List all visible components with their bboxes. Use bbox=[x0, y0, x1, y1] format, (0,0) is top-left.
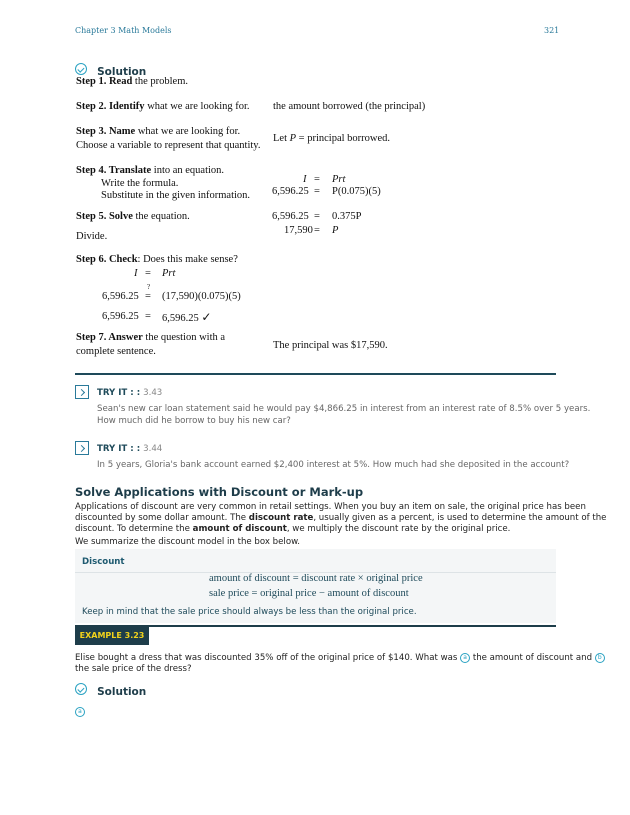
step-3-text: what we are looking for. bbox=[135, 126, 241, 137]
step-7-answer: The principal was $17,590. bbox=[273, 340, 388, 351]
marker-a-icon: a bbox=[460, 653, 470, 663]
marker-b-icon: b bbox=[595, 653, 605, 663]
step-6-text: : Does this make sense? bbox=[137, 254, 238, 265]
example-tag: EXAMPLE 3.23 bbox=[75, 627, 149, 645]
paragraph-text: discounted by some dollar amount. The bbox=[75, 513, 249, 523]
try-it-text: Sean's new car loan statement said he would pay $4,866.25 in interest from an interest rate of 8.5% over 5 years. bbox=[97, 404, 591, 414]
step-3-result-post: = principal borrowed. bbox=[296, 133, 391, 144]
eq-op: = bbox=[314, 174, 320, 185]
try-it-number: 3.43 bbox=[143, 388, 163, 398]
formula-sale-price: sale price = original price − amount of discount bbox=[209, 588, 409, 599]
eq-op: = bbox=[314, 225, 320, 236]
paragraph-line: Applications of discount are very common in retail settings. When you buy an item on sale, the original price has been bbox=[75, 502, 586, 512]
check-circle-icon bbox=[75, 63, 87, 75]
solution-title: Solution bbox=[97, 66, 147, 78]
expand-chevron-icon[interactable] bbox=[75, 441, 89, 455]
example-question-line2: the sale price of the dress? bbox=[75, 664, 192, 674]
step-2-result: the amount borrowed (the principal) bbox=[273, 101, 426, 112]
section-title: Solve Applications with Discount or Mark-up bbox=[75, 485, 364, 499]
step-1-label: Step 1. Read bbox=[76, 76, 133, 87]
solution-title: Solution bbox=[97, 686, 147, 698]
try-it-text: In 5 years, Gloria's bank account earned $2,400 interest at 5%. How much had she deposited in the account? bbox=[97, 460, 570, 470]
eq-value: 6,596.25 bbox=[102, 291, 139, 302]
step-4 bbox=[76, 164, 224, 178]
question-mark: ? bbox=[147, 283, 151, 291]
eq-check-value: 6,596.25 bbox=[162, 313, 199, 324]
step-4-label: Step 4. Translate bbox=[76, 165, 152, 176]
example-solution-heading bbox=[75, 680, 146, 699]
step-2-text: what we are looking for. bbox=[144, 101, 250, 112]
eq-value: 6,596.25 bbox=[272, 186, 309, 197]
try-it-label bbox=[97, 388, 162, 398]
paragraph-text: discount. To determine the bbox=[75, 524, 193, 534]
chapter-header: Chapter 3 Math Models bbox=[75, 26, 172, 35]
eq-value: 17,590 bbox=[284, 225, 313, 236]
step-2 bbox=[76, 100, 250, 114]
step-2-label: Step 2. Identify bbox=[76, 101, 145, 112]
paragraph-line bbox=[75, 513, 606, 524]
eq-i: I bbox=[303, 174, 307, 185]
step-6-label: Step 6. Check bbox=[76, 254, 138, 265]
step-4-text: into an equation. bbox=[151, 165, 225, 176]
eq-check-product: (17,590)(0.075)(5) bbox=[162, 291, 241, 302]
eq-op: = bbox=[314, 186, 320, 197]
eq-check-result bbox=[162, 310, 211, 326]
eq-value: 6,596.25 bbox=[102, 311, 139, 322]
example-question-text: the amount of discount and bbox=[470, 653, 595, 663]
step-5 bbox=[76, 210, 190, 224]
step-4-line3: Substitute in the given information. bbox=[101, 190, 251, 201]
step-7-text: the question with a bbox=[142, 332, 226, 343]
step-3-line2: Choose a variable to represent that quantity. bbox=[76, 140, 261, 151]
step-1-text: the problem. bbox=[132, 76, 188, 87]
eq-op: = bbox=[314, 211, 320, 222]
paragraph-text: , usually given as a percent, is used to determine the amount of the bbox=[313, 513, 607, 523]
step-1 bbox=[76, 75, 188, 89]
try-it-number: 3.44 bbox=[143, 444, 163, 454]
paragraph-line bbox=[75, 524, 510, 535]
try-it-label bbox=[97, 444, 162, 454]
step-3-result-pre: Let bbox=[273, 133, 290, 144]
try-it-title: TRY IT : : bbox=[97, 388, 141, 398]
page-number: 321 bbox=[544, 26, 560, 35]
eq-value: 6,596.25 bbox=[272, 211, 309, 222]
step-3-result bbox=[273, 132, 390, 146]
try-it-text: How much did he borrow to buy his new car? bbox=[97, 416, 291, 426]
step-7-label: Step 7. Answer bbox=[76, 332, 143, 343]
paragraph-text: , we multiply the discount rate by the original price. bbox=[286, 524, 511, 534]
example-question bbox=[75, 653, 605, 664]
eq-prt: Prt bbox=[162, 268, 176, 279]
step-7 bbox=[76, 331, 225, 345]
paragraph-line: We summarize the discount model in the box below. bbox=[75, 537, 301, 547]
step-3-label: Step 3. Name bbox=[76, 126, 136, 137]
eq-result: 0.375P bbox=[332, 211, 362, 222]
step-4-line2: Write the formula. bbox=[101, 178, 179, 189]
step-5-divide: Divide. bbox=[76, 231, 108, 242]
checkmark-icon: ✓ bbox=[201, 310, 212, 324]
term-amount-of-discount: amount of discount bbox=[192, 524, 287, 534]
eq-op: = bbox=[145, 311, 151, 322]
step-5-label: Step 5. Solve bbox=[76, 211, 133, 222]
eq-substituted: P(0.075)(5) bbox=[332, 186, 381, 197]
eq-result: P bbox=[332, 225, 339, 236]
step-3 bbox=[76, 125, 240, 139]
step-5-text: the equation. bbox=[132, 211, 190, 222]
expand-chevron-icon[interactable] bbox=[75, 385, 89, 399]
eq-prt: Prt bbox=[332, 174, 346, 185]
step-7-line2: complete sentence. bbox=[76, 346, 156, 357]
eq-op: = bbox=[145, 291, 151, 302]
try-it-title: TRY IT : : bbox=[97, 444, 141, 454]
section-divider bbox=[75, 373, 556, 375]
marker-a-icon: a bbox=[75, 707, 85, 717]
discount-box-note: Keep in mind that the sale price should always be less than the original price. bbox=[82, 607, 417, 617]
discount-box-title: Discount bbox=[82, 557, 125, 567]
eq-op: = bbox=[145, 268, 151, 279]
term-discount-rate: discount rate bbox=[248, 513, 314, 523]
step-3-result-var: P bbox=[289, 133, 297, 144]
formula-amount-of-discount: amount of discount = discount rate × original price bbox=[209, 573, 423, 584]
check-circle-icon bbox=[75, 683, 87, 695]
eq-i: I bbox=[134, 268, 138, 279]
example-question-text: Elise bought a dress that was discounted 35% off of the original price of $140. What was bbox=[75, 653, 461, 663]
part-a-marker bbox=[75, 699, 85, 718]
step-6 bbox=[76, 253, 238, 267]
